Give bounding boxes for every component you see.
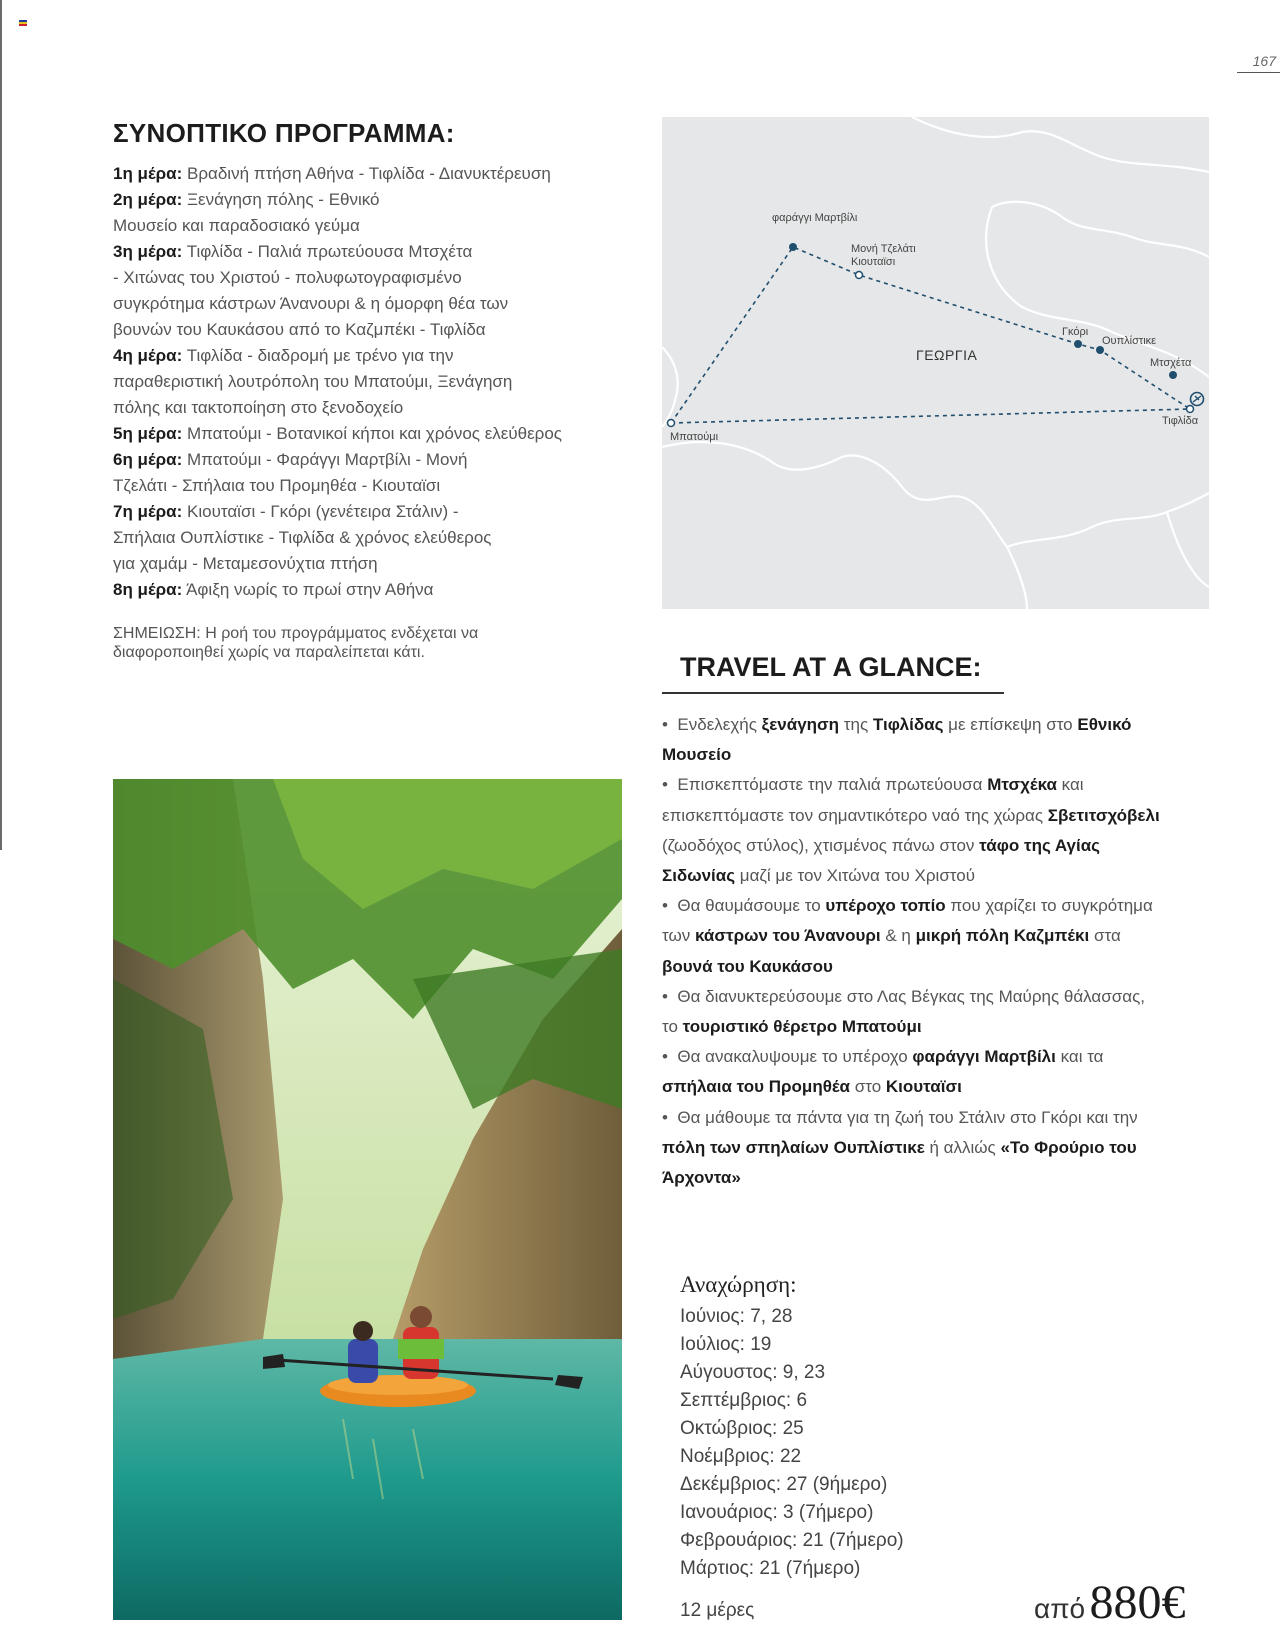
day-text-line: Τιφλίδα - Παλιά πρωτεύουσα Μτσχέτα xyxy=(186,242,473,261)
glance-item xyxy=(662,770,1162,891)
day-text-line: πόλης και τακτοποίηση στο ξενοδοχείο xyxy=(113,398,404,417)
glance-highlight: κάστρων του Άνανουρι xyxy=(694,926,881,946)
day-label: 6η μέρα: xyxy=(113,450,183,469)
map-country-label: ΓΕΩΡΓΙΑ xyxy=(916,347,978,363)
day-text-line: - Χιτώνας του Χριστού - πολυφωτογραφισμένο xyxy=(113,268,462,287)
day-text-line: Τζελάτι - Σπήλαια του Προμηθέα - Κιουταϊσι xyxy=(113,476,441,495)
program-day xyxy=(113,577,613,603)
glance-highlight: σπήλαια του Προμηθέα xyxy=(662,1077,851,1097)
glance-list xyxy=(662,710,1162,1193)
glance-text: και επισκεπτόμαστε τον σημαντικότερο ναό της χώρας xyxy=(662,775,1084,825)
pin-batumi xyxy=(668,420,675,427)
departure-date: Νοέμβριος: 22 xyxy=(680,1446,802,1467)
glance-highlight: ξενάγηση xyxy=(761,715,840,734)
glance-text: ή αλλιώς xyxy=(924,1137,1001,1157)
program-day xyxy=(113,447,613,499)
glance-highlight: τουριστικό θέρετρο Μπατούμι xyxy=(682,1017,922,1037)
glance-highlight: Σβετιτσχόβελι xyxy=(1047,805,1160,825)
day-text-line: Τιφλίδα - διαδρομή με τρένο για την xyxy=(186,346,454,365)
bullet-icon: • xyxy=(662,1107,678,1127)
program-day xyxy=(113,161,613,187)
departures-title: Αναχώρηση: xyxy=(680,1272,797,1297)
glance-text: Θα θαυμάσουμε το xyxy=(677,896,826,916)
departure-date: Φεβρουάριος: 21 (7ήμερο) xyxy=(680,1530,904,1551)
pin-martvili xyxy=(789,243,797,251)
departure-date: Οκτώβριος: 25 xyxy=(680,1418,804,1439)
photo-graphic xyxy=(113,779,622,1620)
pin-mtskheta xyxy=(1169,371,1177,379)
day-text-line: Μπατούμι - Βοτανικοί κήποι και χρόνος ελεύθερος xyxy=(187,424,563,443)
bullet-icon: • xyxy=(662,715,678,734)
day-label: 2η μέρα: xyxy=(113,190,183,209)
glance-item xyxy=(662,710,1162,770)
day-label: 4η μέρα: xyxy=(113,346,183,365)
glance-highlight: υπέροχο τοπίο xyxy=(825,896,946,916)
day-label: 3η μέρα: xyxy=(113,242,183,261)
program-day xyxy=(113,499,613,577)
bullet-icon: • xyxy=(662,986,678,1006)
glance-item xyxy=(662,982,1162,1042)
program-note: ΣΗΜΕΙΩΣΗ: Η ροή του προγράμματος ενδέχεται να διαφοροποιηθεί χωρίς να παραλείπεται κάτι. xyxy=(113,625,479,661)
day-text-line: για χαμάμ - Μεταμεσονύχτια πτήση xyxy=(113,554,378,573)
day-text-line: βουνών του Καυκάσου από το Καζμπέκι - Τιφλίδα xyxy=(113,320,486,339)
day-text-line: Κιουταϊσι - Γκόρι (γενέτειρα Στάλιν) - xyxy=(187,502,459,521)
program-day xyxy=(113,239,613,343)
glance-text: Θα μάθουμε τα πάντα για τη ζωή του Στάλιν στο Γκόρι και την xyxy=(677,1107,1138,1127)
map-label-uplistsikhe: Ουπλίστικε xyxy=(1102,335,1157,347)
program-day xyxy=(113,187,613,239)
price-value: 880€ xyxy=(1089,1576,1186,1629)
glance-text: στα xyxy=(1089,926,1121,946)
glance-highlight: Μτσχέκα xyxy=(987,775,1057,795)
route-map xyxy=(662,117,1209,609)
day-label: 1η μέρα: xyxy=(113,164,183,183)
map-label-kutaisi: Μονή Τζελάτι Κιουταϊσι xyxy=(851,243,916,268)
glance-highlight: βουνά του Καυκάσου xyxy=(662,956,833,976)
map-label-batumi: Μπατούμι xyxy=(670,431,719,443)
day-text-line: Σπήλαια Ουπλίστικε - Τιφλίδα & χρόνος ελεύθερος xyxy=(113,528,492,547)
page-edge-rule xyxy=(0,0,2,850)
departure-date: Σεπτέμβριος: 6 xyxy=(680,1390,808,1411)
bullet-icon: • xyxy=(662,775,678,795)
program-days xyxy=(113,161,613,603)
map-borders xyxy=(662,117,1209,609)
map-label-gori: Γκόρι xyxy=(1062,326,1089,338)
glance-highlight: φαράγγι Μαρτβίλι xyxy=(912,1047,1056,1067)
glance-text: & η xyxy=(880,926,916,946)
trip-duration: 12 μέρες xyxy=(680,1600,755,1621)
departures-list xyxy=(680,1303,1010,1583)
departure-date: Ιανουάριος: 3 (7ήμερο) xyxy=(680,1502,874,1523)
glance-highlight: Τιφλίδας xyxy=(872,715,944,734)
departure-date: Αύγουστος: 9, 23 xyxy=(680,1362,826,1383)
day-text-line: συγκρότημα κάστρων Άνανουρι & η όμορφη θέα των xyxy=(113,294,509,313)
glance-highlight: μικρή πόλη Καζμπέκι xyxy=(915,926,1090,946)
airport-icon xyxy=(1191,393,1204,406)
day-text-line: Ξενάγηση πόλης - Εθνικό xyxy=(187,190,380,209)
map-label-mtskheta: Μτσχέτα xyxy=(1150,357,1192,369)
map-label-martvili: φαράγγι Μαρτβίλι xyxy=(772,212,858,224)
page-number: 167 xyxy=(1252,53,1276,69)
glance-text: Επισκεπτόμαστε την παλιά πρωτεύουσα xyxy=(677,775,988,795)
glance-text: στο xyxy=(850,1077,886,1097)
glance-text: της xyxy=(839,715,873,734)
glance-text: Ενδελεχής xyxy=(677,715,762,734)
page-number-rule xyxy=(1237,72,1280,73)
program-day xyxy=(113,421,613,447)
glance-highlight: «Το Φρούριο του Άρχοντα» xyxy=(662,1137,1137,1188)
bullet-icon: • xyxy=(662,1047,678,1067)
pin-kutaisi xyxy=(856,272,863,279)
flag-icon xyxy=(19,20,27,26)
map-graphic xyxy=(662,117,1209,609)
glance-title-rule xyxy=(662,692,1004,694)
day-text-line: Άφιξη νωρίς το πρωί στην Αθήνα xyxy=(186,580,434,599)
canyon-kayak-photo xyxy=(113,779,622,1620)
day-text-line: Μουσείο και παραδοσιακό γεύμα xyxy=(113,216,360,235)
glance-text: Θα διανυκτερεύσουμε στο Λας Βέγκας της Μαύρης θάλασσας, το xyxy=(662,986,1145,1037)
bullet-icon: • xyxy=(662,896,678,916)
glance-highlight: Κιουταϊσι xyxy=(885,1077,962,1097)
glance-item xyxy=(662,1103,1162,1194)
glance-title: TRAVEL AT A GLANCE: xyxy=(680,652,982,682)
price xyxy=(1034,1575,1186,1630)
glance-text: μαζί με τον Χιτώνα του Χριστού xyxy=(735,866,976,886)
pin-tbilisi xyxy=(1187,406,1194,413)
glance-text: που χαρίζει το συγκρότημα των xyxy=(662,896,1153,946)
departure-date: Ιούλιος: 19 xyxy=(680,1334,772,1355)
departure-date: Δεκέμβριος: 27 (9ήμερο) xyxy=(680,1474,888,1495)
map-label-tbilisi: Τιφλίδα xyxy=(1162,415,1199,427)
glance-item xyxy=(662,1042,1162,1102)
program-day xyxy=(113,343,613,421)
glance-item xyxy=(662,891,1162,982)
day-label: 7η μέρα: xyxy=(113,502,183,521)
pin-gori xyxy=(1074,340,1082,348)
glance-text: (ζωοδόχος στύλος), χτισμένος πάνω στον xyxy=(662,835,980,855)
day-text-line: Βραδινή πτήση Αθήνα - Τιφλίδα - Διανυκτέρευση xyxy=(187,164,551,183)
day-text-line: Μπατούμι - Φαράγγι Μαρτβίλι - Μονή xyxy=(187,450,468,469)
departure-date: Ιούνιος: 7, 28 xyxy=(680,1306,793,1327)
day-label: 8η μέρα: xyxy=(113,580,183,599)
glance-text: με επίσκεψη στο xyxy=(943,715,1078,734)
glance-highlight: Εθνικό Μουσείο xyxy=(662,715,1132,765)
day-label: 5η μέρα: xyxy=(113,424,183,443)
glance-text: Θα ανακαλυψουμε το υπέροχο xyxy=(677,1047,913,1067)
day-text-line: παραθεριστική λουτρόπολη του Μπατούμι, Ξενάγηση xyxy=(113,372,513,391)
price-prefix: από xyxy=(1034,1593,1086,1624)
glance-text: και τα xyxy=(1055,1047,1104,1067)
departure-date: Μάρτιος: 21 (7ήμερο) xyxy=(680,1558,861,1579)
glance-highlight: τάφο της Αγίας Σιδωνίας xyxy=(662,835,1101,886)
program-title: ΣΥΝΟΠΤΙΚΟ ΠΡΟΓΡΑΜΜΑ: xyxy=(113,118,455,148)
glance-highlight: πόλη των σπηλαίων Ουπλίστικε xyxy=(662,1137,925,1157)
